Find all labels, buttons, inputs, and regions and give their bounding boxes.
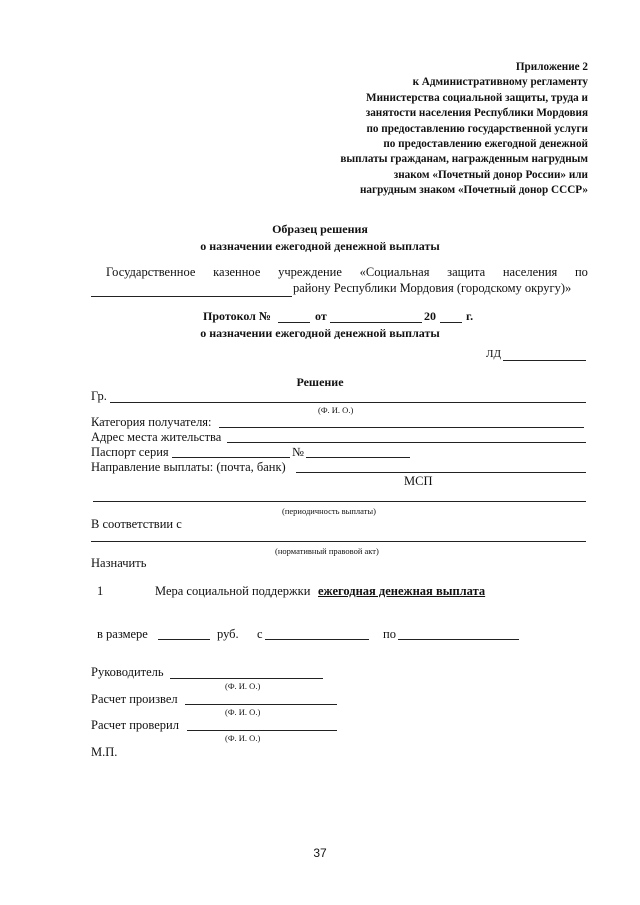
- protocol-subtitle: о назначении ежегодной денежной выплаты: [200, 326, 440, 340]
- direction-label: Направление выплаты: (почта, банк): [91, 460, 286, 474]
- periodicity-field[interactable]: [93, 501, 586, 502]
- category-field[interactable]: [219, 427, 584, 428]
- calc-checked-field[interactable]: [187, 730, 337, 731]
- appendix-line: по предоставлению государственной услуги: [366, 122, 588, 135]
- ld-blank[interactable]: [503, 360, 586, 361]
- address-field[interactable]: [227, 442, 586, 443]
- institution-line: [106, 265, 588, 280]
- institution-word: населения: [502, 265, 558, 279]
- appendix-line: Приложение 2: [515, 61, 588, 73]
- institution-word: казенное: [213, 265, 261, 279]
- appendix-line: Министерства социальной защиты, труда и: [366, 91, 588, 104]
- period-from-field[interactable]: [265, 639, 369, 640]
- decision-title: Решение: [296, 375, 344, 389]
- passport-label: Паспорт серия: [91, 445, 169, 459]
- passport-number-label: №: [292, 445, 304, 459]
- period-from-label: с: [257, 627, 263, 641]
- appendix-line: знаком «Почетный донор России» или: [393, 168, 588, 181]
- periodicity-caption: (периодичность выплаты): [282, 506, 376, 516]
- citizen-fio-field[interactable]: [110, 402, 586, 403]
- direction-field[interactable]: [296, 472, 586, 473]
- assign-label: Назначить: [91, 556, 147, 570]
- calc-made-field[interactable]: [185, 704, 337, 705]
- currency-label: руб.: [217, 627, 239, 641]
- protocol-label: Протокол №: [203, 309, 271, 323]
- institution-word: учреждение: [278, 265, 342, 279]
- protocol-date-blank[interactable]: [330, 322, 422, 323]
- district-blank[interactable]: [91, 296, 292, 297]
- institution-word: по: [574, 265, 588, 279]
- head-signature-field[interactable]: [170, 678, 323, 679]
- institution-word: защита: [447, 265, 486, 279]
- citizen-label: Гр.: [91, 389, 107, 403]
- calc-checked-label: Расчет проверил: [91, 718, 179, 732]
- stamp-label: М.П.: [91, 745, 118, 759]
- protocol-year-suffix: г.: [466, 309, 474, 323]
- category-label: Категория получателя:: [91, 415, 212, 429]
- calc-made-fio-caption: (Ф. И. О.): [225, 707, 261, 717]
- institution-word: «Социальная: [359, 265, 430, 279]
- sample-title: Образец решения: [272, 222, 368, 236]
- support-label: Мера социальной поддержки: [155, 584, 311, 598]
- period-to-label: по: [383, 627, 396, 641]
- institution-district: району Республики Мордовия (городскому округу)»: [293, 281, 572, 295]
- passport-series-field[interactable]: [172, 457, 290, 458]
- fio-caption: (Ф. И. О.): [318, 405, 354, 415]
- protocol-from: от: [315, 309, 327, 323]
- passport-number-field[interactable]: [306, 457, 410, 458]
- amount-label: в размере: [97, 627, 148, 641]
- accordance-label: В соответствии с: [91, 517, 182, 531]
- msp-label: МСП: [404, 474, 433, 488]
- ld-label: ЛД: [486, 348, 501, 360]
- amount-field[interactable]: [158, 639, 210, 640]
- appendix-line: занятости населения Республики Мордовия: [365, 107, 588, 120]
- protocol-number-blank[interactable]: [278, 322, 310, 323]
- appendix-line: по предоставлению ежегодной денежной: [383, 138, 588, 151]
- appendix-line: выплаты гражданам, награжденным нагрудным: [340, 153, 588, 166]
- sample-subtitle: о назначении ежегодной денежной выплаты: [200, 239, 440, 253]
- support-value: ежегодная денежная выплата: [318, 584, 486, 598]
- period-to-field[interactable]: [398, 639, 519, 640]
- institution-word: Государственное: [106, 265, 196, 279]
- normative-caption: (нормативный правовой акт): [275, 546, 379, 556]
- head-fio-caption: (Ф. И. О.): [225, 681, 261, 691]
- protocol-year: 20: [424, 309, 436, 323]
- appendix-line: нагрудным знаком «Почетный донор СССР»: [359, 184, 588, 197]
- calc-checked-fio-caption: (Ф. И. О.): [225, 733, 261, 743]
- head-label: Руководитель: [91, 665, 164, 679]
- address-label: Адрес места жительства: [91, 430, 222, 444]
- appendix-line: к Административному регламенту: [412, 76, 588, 89]
- page-number: 37: [313, 846, 327, 860]
- normative-act-field[interactable]: [91, 541, 586, 542]
- calc-made-label: Расчет произвел: [91, 692, 178, 706]
- support-number: 1: [97, 584, 104, 598]
- appendix-header: [340, 60, 588, 199]
- protocol-year-blank[interactable]: [440, 322, 462, 323]
